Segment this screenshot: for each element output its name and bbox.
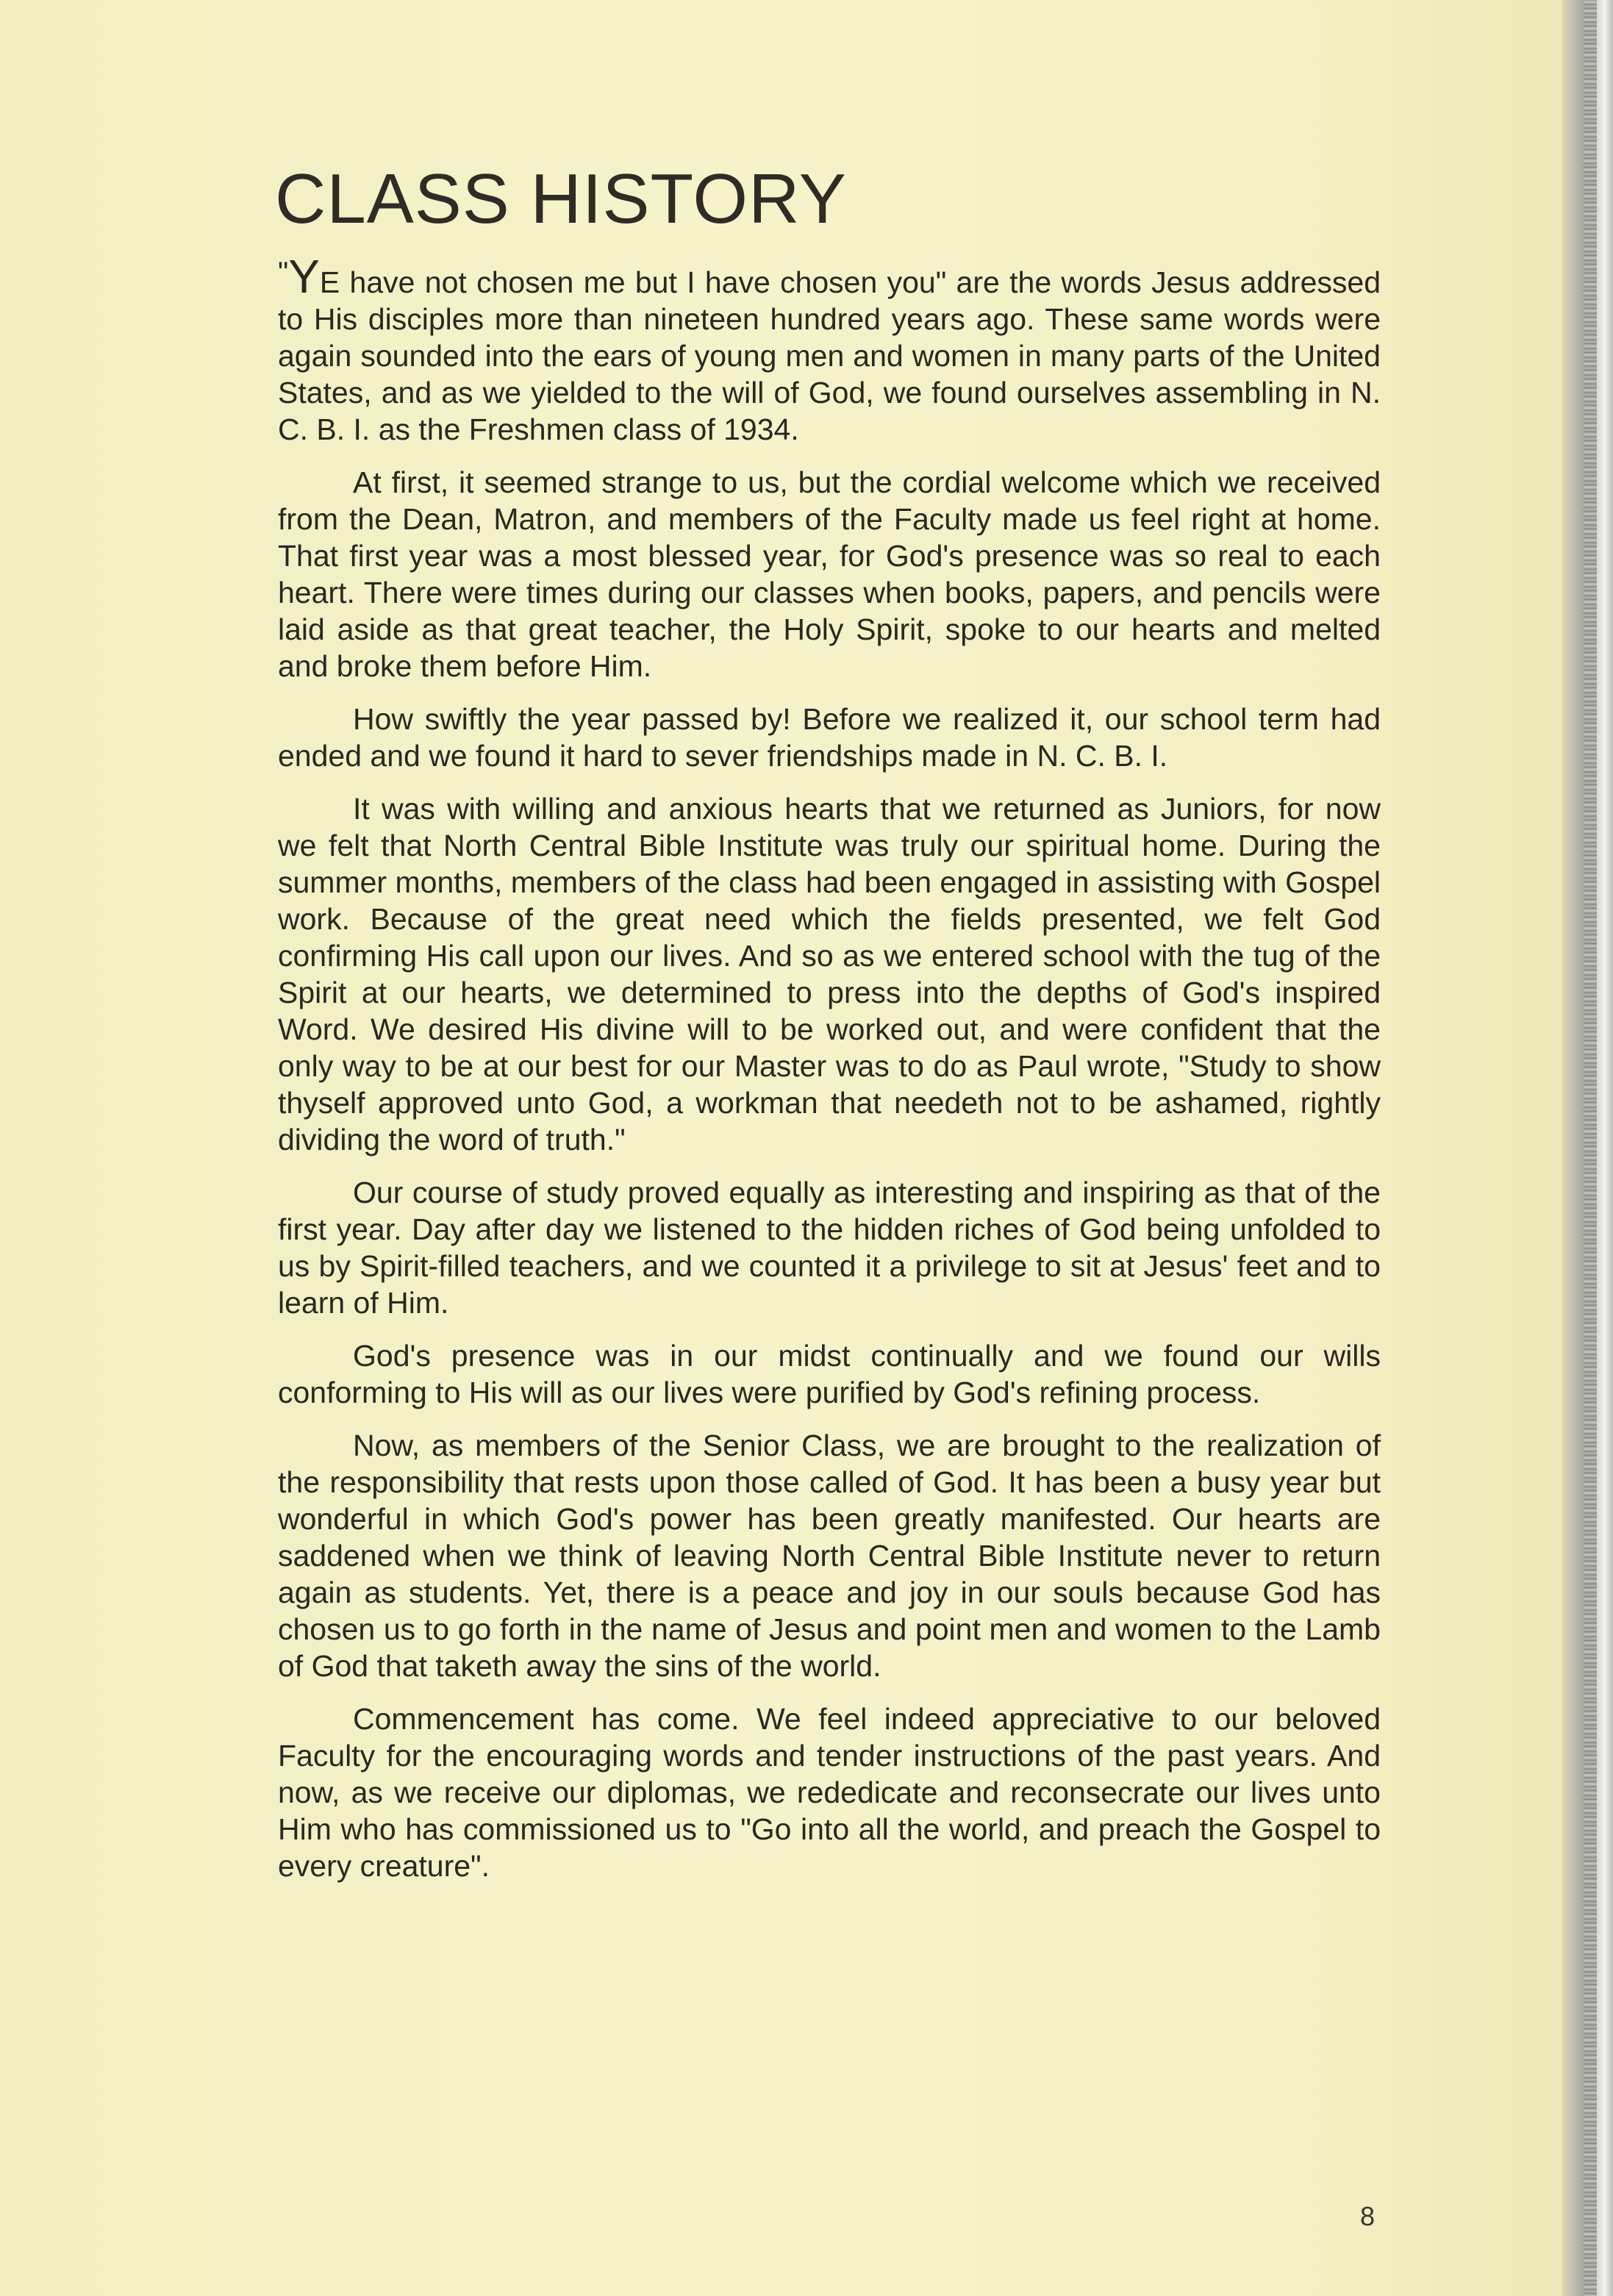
article-body (275, 160, 1381, 1900)
paragraph-2: At first, it seemed strange to us, but the cordial welcome which we received from the Dean, Matron, and members of the Faculty made us feel right at home. That first year was a most blessed year, for God's presence was so real to each heart. There were times during our classes when books, papers, and pencils were laid aside as that great teacher, the Holy Spirit, spoke to our hearts and melted and broke them before Him. (278, 465, 1381, 683)
paragraph-7: Now, as members of the Senior Class, we are brought to the realization of the responsibility that rests upon those called of God. It has been a busy year but wonderful in which God's power has been greatly manifested. Our hearts are saddened when we think of leaving North Central Bible Institute never to return again as students. Yet, there is a peace and joy in our souls because God has chosen us to go forth in the name of Jesus and point men and women to the Lamb of God that taketh away the sins of the world. (278, 1428, 1381, 1683)
paragraph-6: God's presence was in our midst continually and we found our wills conforming to His will as our lives were purified by God's refining process. (278, 1338, 1381, 1409)
drop-cap (278, 249, 320, 303)
book-binding-edge (1562, 0, 1613, 2296)
paragraph-1-text: E have not chosen me but I have chosen you" are the words Jesus addressed to His disciples more than nineteen hundred years ago. These same words were again sounded into the ears of young men and women in many parts of the United States, and as we yielded to the will of God, we found ourselves assembling in N. C. B. I. as the Freshmen class of 1934. (278, 265, 1381, 446)
page-number: 8 (1360, 2201, 1376, 2231)
drop-cap-letter: Y (288, 249, 320, 303)
page-title: CLASS HISTORY (275, 160, 847, 238)
drop-cap-quote: " (278, 256, 289, 289)
paragraph-8: Commencement has come. We feel indeed appreciative to our beloved Faculty for the encouraging words and tender instructions of the past years. And now, as we receive our diplomas, we rededicate and reconsecrate our lives unto Him who has commissioned us to "Go into all the world, and preach the Gospel to every creature". (278, 1701, 1381, 1883)
paragraph-4: It was with willing and anxious hearts that we returned as Juniors, for now we felt that North Central Bible Institute was truly our spiritual home. During the summer months, members of the class had been engaged in assisting with Gospel work. Because of the great need which the fields presented, we felt God confirming His call upon our lives. And so as we entered school with the tug of the Spirit at our hearts, we determined to press into the depths of God's inspired Word. We desired His divine will to be worked out, and were confident that the only way to be at our best for our Master was to do as Paul wrote, "Study to show thyself approved unto God, a workman that needeth not to be ashamed, rightly dividing the word of truth." (278, 791, 1381, 1156)
paragraph-5: Our course of study proved equally as interesting and inspiring as that of the first year. Day after day we listened to the hidden riches of God being unfolded to us by Spirit-filled teachers, and we counted it a privilege to sit at Jesus' feet and to learn of Him. (278, 1175, 1381, 1320)
paragraph-1 (278, 249, 1381, 448)
paragraph-3: How swiftly the year passed by! Before we realized it, our school term had ended and we found it hard to sever friendships made in N. C. B. I. (278, 701, 1381, 773)
